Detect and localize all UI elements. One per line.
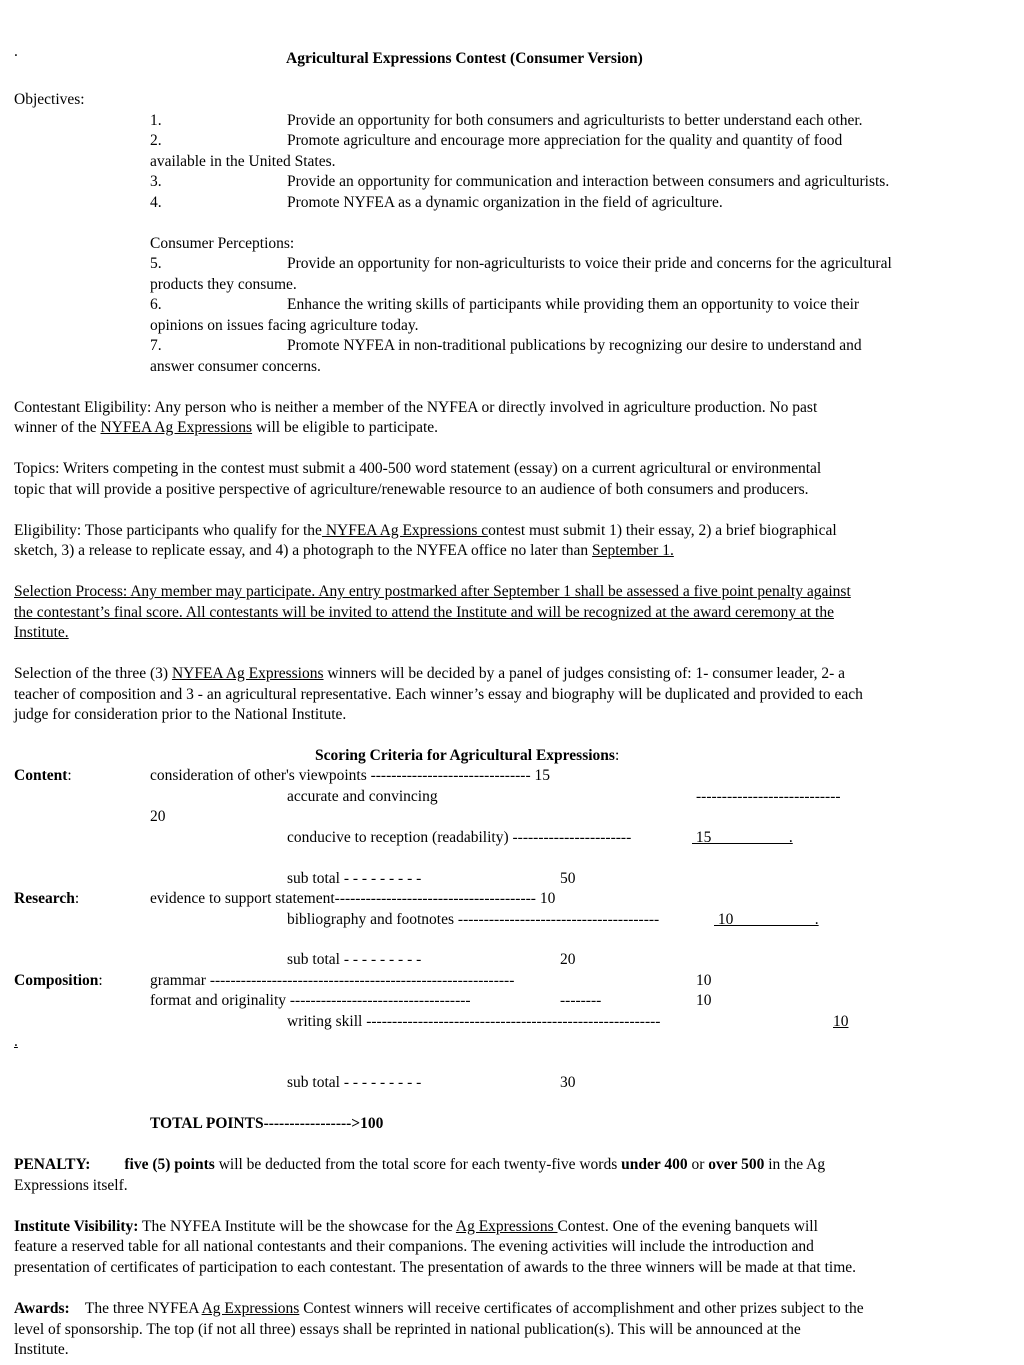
stray-dot: . [14,1033,18,1050]
criteria-value: 15 . [692,829,793,846]
awards-paragraph [14,1299,864,1320]
total-points: TOTAL POINTS----------------->100 [150,1115,384,1132]
text: Composition [14,972,99,989]
text: or [687,1156,709,1173]
perception-number: 7. [150,337,162,354]
text: Research [14,890,75,907]
text: in the Ag [764,1156,826,1173]
criteria-value: 10 . [714,911,819,928]
selection-process-line2: the contestant’s final score. All contestants will be invited to attend the Institute and will be recognized at the award ceremony at the [14,604,834,621]
subtotal-value: 50 [560,870,576,887]
visibility-paragraph-line2: feature a reserved table for all national contestants and their companions. The evening activities will include the introduction and [14,1238,814,1255]
eligibility-paragraph-line2 [14,541,674,562]
underlined-text: NYFEA Ag Expressions [100,419,253,436]
text: Content [14,767,68,784]
contestant-eligibility-line2 [14,418,438,439]
selection-process-line3: Institute. [14,624,69,641]
objective-number: 4. [150,194,162,211]
awards-label: Awards: [14,1300,70,1317]
text: Contest. One of the evening banquets will [557,1218,818,1235]
criteria-value: 10 [696,992,712,1009]
criteria-row: conducive to reception (readability) ----------------------- [287,829,632,846]
selection-process: Selection Process: Any member may participate. Any entry postmarked after September 1 shall be assessed a five point penalty against [14,583,851,600]
text: Contest winners will receive certificates of accomplishment and other prizes subject to the [299,1300,864,1317]
subtotal-value: 20 [560,951,576,968]
contestant-eligibility: Contestant Eligibility: Any person who is neither a member of the NYFEA or directly involved in agriculture production. No past [14,399,818,416]
scoring-title [315,746,619,767]
underlined-text: NYFEA Ag Expressions c [321,522,489,539]
text: Selection of the three (3) [14,665,172,682]
text: : [98,972,103,989]
topics-paragraph: Topics: Writers competing in the contest must submit a 400-500 word statement (essay) on a current agricultural or environmental [14,460,822,477]
criteria-row: accurate and convincing [287,788,438,805]
objective-number: 2. [150,132,162,149]
perception-text: Provide an opportunity for non-agriculturists to voice their pride and concerns for the agricultural [287,255,892,272]
perception-number: 6. [150,296,162,313]
text: The three NYFEA [69,1300,202,1317]
text: : [614,747,620,764]
visibility-paragraph-line3: presentation of certificates of participation to each contestant. The presentation of awards to the three winners will be made at that time. [14,1259,857,1276]
underlined-text: Ag Expressions [455,1218,558,1235]
subtotal-value: 30 [560,1074,576,1091]
research-label [14,889,79,910]
penalty-label: PENALTY: [14,1156,91,1173]
objectives-label: Objectives: [14,91,85,108]
text: winner of the [14,419,101,436]
perception-text: Enhance the writing skills of participants while providing them an opportunity to voice their [287,296,860,313]
text: under 400 [621,1156,688,1173]
text: over 500 [708,1156,765,1173]
subtotal-label: sub total - - - - - - - - - [287,1074,422,1091]
visibility-label: Institute Visibility: [14,1218,139,1235]
criteria-dashes: ---------------------------- [696,788,841,805]
composition-label [14,971,103,992]
consumer-perceptions-label: Consumer Perceptions: [150,235,295,252]
criteria-row: writing skill --------------------------------------------------------- [287,1013,661,1030]
objective-text: Promote agriculture and encourage more appreciation for the quality and quantity of food [287,132,843,149]
perception-text-continued: answer consumer concerns. [150,358,321,375]
objective-number: 1. [150,112,162,129]
text: : [74,890,80,907]
text: will be deducted from the total score for each twenty-five words [214,1156,622,1173]
text: Eligibility: Those participants who qualify for the [14,522,322,539]
selection-paragraph-line3: judge for consideration prior to the National Institute. [14,706,347,723]
penalty-paragraph-line2: Expressions itself. [14,1177,128,1194]
objective-text-continued: available in the United States. [150,153,336,170]
underlined-text: September 1. [592,542,674,559]
objective-number: 3. [150,173,162,190]
text: will be eligible to participate. [252,419,439,436]
subtotal-label: sub total - - - - - - - - - [287,870,422,887]
criteria-value: 10 [833,1013,849,1030]
underlined-text: Ag Expressions [201,1300,300,1317]
eligibility-paragraph [14,521,837,542]
underlined-text: NYFEA Ag Expressions [171,665,324,682]
perception-text-continued: products they consume. [150,276,297,293]
criteria-row: format and originality ----------------------------------- [150,992,471,1009]
text: sketch, 3) a release to replicate essay, and 4) a photograph to the NYFEA office no later than [14,542,593,559]
text: five (5) points [124,1156,215,1173]
text: The NYFEA Institute will be the showcase for the [138,1218,456,1235]
objective-text: Provide an opportunity for both consumers and agriculturists to better understand each other. [287,112,863,129]
objective-text: Provide an opportunity for communication and interaction between consumers and agriculturists. [287,173,890,190]
criteria-value: 20 [150,808,166,825]
text: winners will be decided by a panel of judges consisting of: 1- consumer leader, 2- a [323,665,846,682]
objective-text: Promote NYFEA as a dynamic organization in the field of agriculture. [287,194,723,211]
criteria-dashes: -------- [560,992,602,1009]
text: Scoring Criteria for Agricultural Expressions [315,747,615,764]
criteria-row: evidence to support statement--------------------------------------- 10 [150,890,556,907]
stray-dot: . [14,43,18,60]
penalty-paragraph [14,1155,825,1176]
content-label [14,766,72,787]
criteria-value: 10 [696,972,712,989]
subtotal-label: sub total - - - - - - - - - [287,951,422,968]
criteria-row: bibliography and footnotes --------------------------------------- [287,911,660,928]
selection-paragraph-line2: teacher of composition and 3 - an agricultural representative. Each winner’s essay and biography will be duplicated and provided to each [14,686,863,703]
document-title: Agricultural Expressions Contest (Consumer Version) [286,50,643,67]
perception-text: Promote NYFEA in non-traditional publications by recognizing our desire to understand and [287,337,862,354]
visibility-paragraph [14,1217,818,1238]
text: ontest must submit 1) their essay, 2) a brief biographical [488,522,837,539]
perception-number: 5. [150,255,162,272]
topics-paragraph-line2: topic that will provide a positive perspective of agriculture/renewable resource to an audience of both consumers and producers. [14,481,809,498]
awards-paragraph-line3: Institute. [14,1341,69,1358]
awards-paragraph-line2: level of sponsorship. The top (if not all three) essays shall be reprinted in national publication(s). This will be announced at the [14,1321,801,1338]
perception-text-continued: opinions on issues facing agriculture today. [150,317,419,334]
text: : [67,767,72,784]
criteria-row: consideration of other's viewpoints ------------------------------- 15 [150,767,550,784]
criteria-row: grammar ----------------------------------------------------------- [150,972,515,989]
selection-paragraph [14,664,845,685]
